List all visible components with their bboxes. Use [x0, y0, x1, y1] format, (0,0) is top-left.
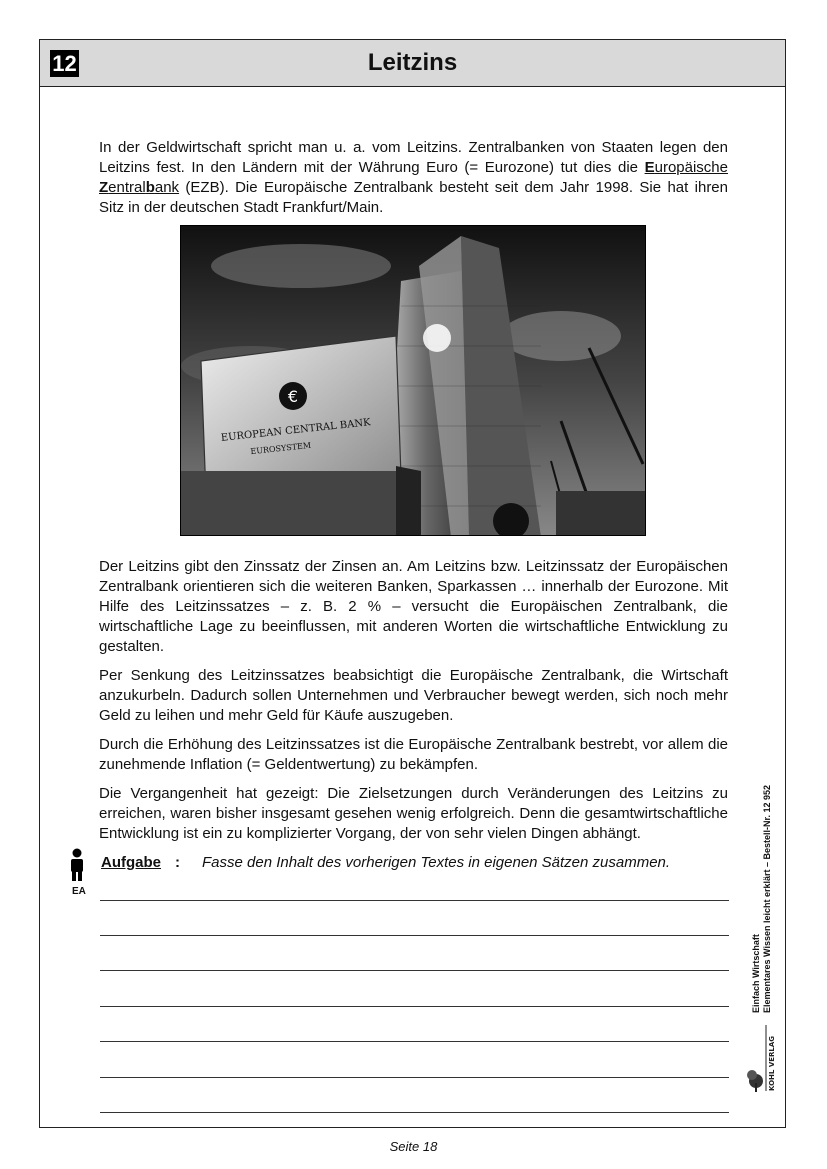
publisher-logo: [744, 1023, 780, 1093]
header-bar: [40, 40, 785, 87]
writing-line[interactable]: [100, 1112, 729, 1113]
task-row: [62, 848, 732, 897]
ezb-word-2b: ank: [154, 179, 180, 196]
page-title: Leitzins: [367, 49, 458, 76]
ezb-letter-e: E: [644, 159, 655, 176]
writing-line[interactable]: [100, 900, 729, 901]
ecb-building-photo: [180, 225, 646, 536]
chapter-number: 12: [50, 50, 79, 77]
euro-symbol: €: [287, 387, 299, 406]
writing-line[interactable]: [100, 970, 729, 971]
body-paragraph-4: Die Vergangenheit hat gezeigt: Die Zielsetzungen durch Veränderungen des Leitzins zu erreichen, waren bisher insgesamt gesehen wenig erfolgreich. Denn die gesamtwirtschaftliche Entwicklung ist ein zu komplizierter Vorgang, der von sehr vielen Dingen abhängt.: [99, 785, 728, 842]
sign-eurosystem: EUROSYSTEM: [250, 440, 312, 457]
task-colon: :: [175, 854, 180, 871]
body-paragraph-1: Der Leitzins gibt den Zinssatz der Zinsen an. Am Leitzins bzw. Leitzinssatz der Europäischen Zentralbank orientieren sich die weiteren Banken, Sparkassen … innerhalb der Eurozone. Mit Hilfe des Leitzinssatzes – z. B. 2 % – versucht die Europäischen Zentralbank, die wirtschaftliche Lage zu beeinflussen, mit anderen Worten die wirtschaftliche Entwicklung zu gestalten.: [99, 558, 728, 655]
book-subtitle-order-no: Elementares Wissen leicht erklärt – Bestell-Nr. 12 952: [762, 784, 772, 1013]
body-text: [99, 557, 728, 853]
body-paragraph-2: Per Senkung des Leitzinssatzes beabsichtigt die Europäische Zentralbank, die Wirtschaft anzukurbeln. Dadurch sollen Unternehmen und Verbraucher bewegt werden, sich noch mehr Geld zu leihen und mehr Geld für Käufe auszugeben.: [99, 667, 728, 724]
sign-ecb-name: EUROPEAN CENTRAL BANK: [220, 417, 372, 444]
intro-paragraph: [99, 138, 728, 218]
ezb-word-2a: entral: [108, 179, 146, 196]
writing-line[interactable]: [100, 935, 729, 936]
ea-badge: EA: [72, 886, 86, 897]
writing-line[interactable]: [100, 1006, 729, 1007]
worksheet-frame: [39, 39, 786, 1128]
task-instruction: Fasse den Inhalt des vorherigen Textes in eigenen Sätzen zusammen.: [202, 854, 671, 871]
page-number: Seite 18: [389, 1139, 438, 1154]
task-label: Aufgabe: [101, 854, 161, 871]
writing-line[interactable]: [100, 1041, 729, 1042]
writing-line[interactable]: [100, 1077, 729, 1078]
intro-text-1: In der Geldwirtschaft spricht man u. a. vom Leitzins. Zentralbanken von Staaten legen den Leitzins fest. In den Ländern mit der Währung Euro (= Eurozone) tut dies die: [99, 139, 728, 176]
intro-text-2: (EZB). Die Europäische Zentralbank besteht seit dem Jahr 1998. Sie hat ihren Sitz in der deutschen Stadt Frankfurt/Main.: [99, 179, 728, 216]
ezb-letter-b: b: [145, 179, 155, 196]
ezb-letter-z: Z: [99, 179, 109, 196]
body-paragraph-3: Durch die Erhöhung des Leitzinssatzes ist die Europäische Zentralbank bestrebt, vor allem die zunehmende Inflation (= Geldentwertung) zu bekämpfen.: [99, 736, 728, 773]
book-title: Einfach Wirtschaft: [751, 934, 761, 1013]
person-icon: [68, 848, 86, 882]
ezb-word-1: uropäische: [654, 159, 728, 176]
publisher-sidebar: [748, 753, 788, 1013]
publisher-logo-text: KOHL VERLAG: [768, 1035, 776, 1091]
